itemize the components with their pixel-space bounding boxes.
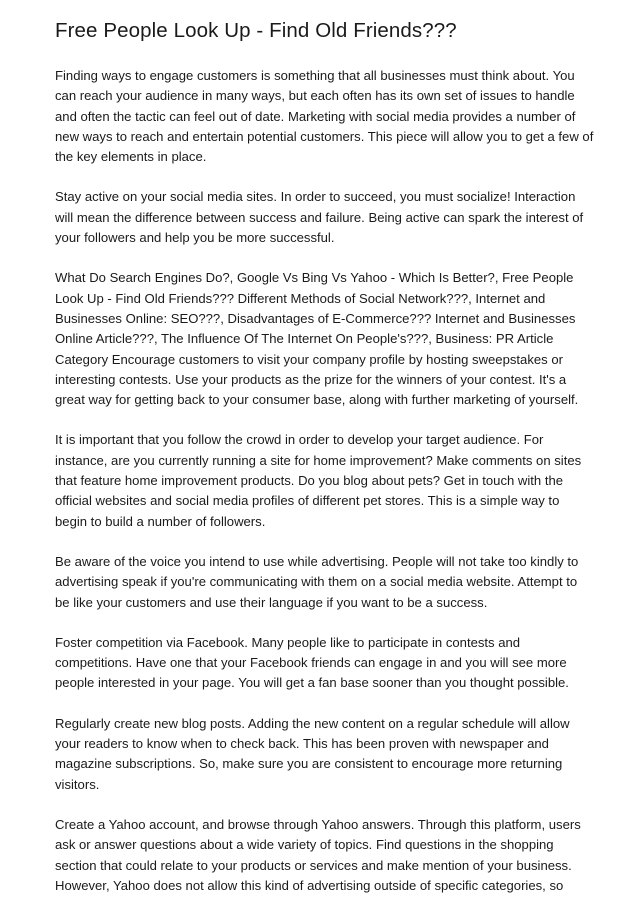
paragraph: Finding ways to engage customers is something that all businesses must think about. You can reach your audience in many ways, but each often has its own set of issues to handle and often the tactic can feel out of date. Marketing with social media provides a number of new ways to reach and entertain potential customers. This piece will allow you to get a few of the key elements in place. [55,68,594,165]
page-title: Free People Look Up - Find Old Friends??? [55,19,457,42]
paragraph: Be aware of the voice you intend to use while advertising. People will not take too kindly to advertising speak if you're communicating with them on a social media website. Attempt to be like your customers and use their language if you want to be a success. [55,553,579,610]
paragraph: Regularly create new blog posts. Adding the new content on a regular schedule will allow your readers to know when to check back. This has been proven with newspaper and magazine subscriptions. So, make sure you are consistent to encourage more returning visitors. [55,715,570,792]
paragraph: Create a Yahoo account, and browse through Yahoo answers. Through this platform, users ask or answer questions about a wide variety of topics. Find questions in the shopping section that could relate to your products or services and make mention of your business. However, Yahoo does not allow this kind of advertising outside of specific categories, so [55,816,581,893]
paragraph: Stay active on your social media sites. In order to succeed, you must socialize! Interaction will mean the difference between success and failure. Being active can spark the interest of your followers and help you be more successful. [55,189,584,246]
document-body [55,66,594,896]
paragraph: What Do Search Engines Do?, Google Vs Bing Vs Yahoo - Which Is Better?, Free People Look Up - Find Old Friends??? Different Methods of Social Network???, Internet and Businesses Online: SEO???, Disadvantages of E-Commerce??? Internet and Businesses Online Article???, The Influence Of The Internet On People's???, Business: PR Article Category Encourage customers to visit your company profile by hosting sweepstakes or interesting contests. Use your products as the prize for the winners of your contest. It's a great way for getting back to your consumer base, along with further marketing of yourself. [55,270,579,408]
paragraph: It is important that you follow the crowd in order to develop your target audience. For instance, are you currently running a site for home improvement? Make comments on sites that feature home improvement products. Do you blog about pets? Get in touch with the official websites and social media profiles of different pet stores. This is a simple way to begin to build a number of followers. [55,432,582,529]
paragraph: Foster competition via Facebook. Many people like to participate in contests and competitions. Have one that your Facebook friends can engage in and you will see more people interested in your page. You will get a fan base sooner than you thought possible. [55,634,569,691]
